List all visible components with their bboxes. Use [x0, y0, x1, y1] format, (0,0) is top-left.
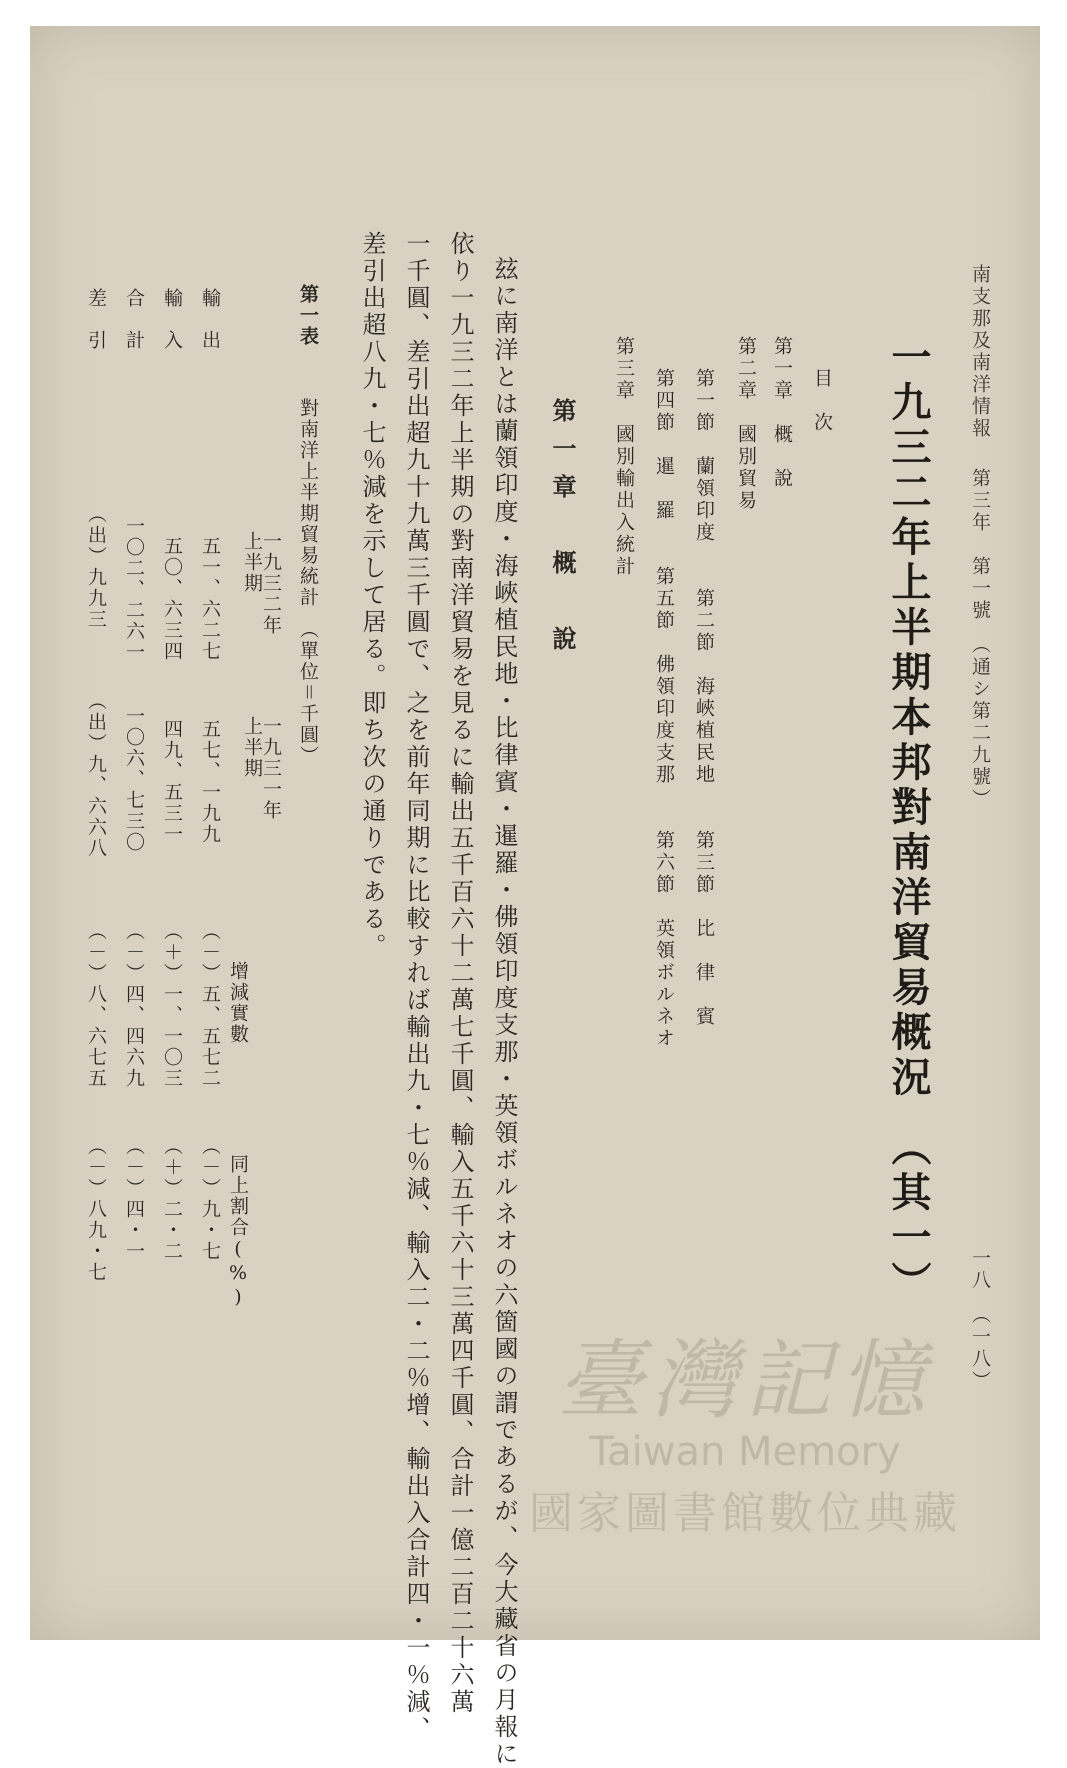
table-cell: （－）四・一	[123, 1136, 145, 1262]
watermark	[485, 1311, 1005, 1541]
column-header: 增減實數	[227, 961, 249, 1045]
table-cell: 五一、六二七	[199, 536, 221, 662]
column-header: 一九三二年上半期	[241, 531, 282, 636]
table-label: 第一表	[297, 284, 319, 347]
toc-line: 第四節 暹 羅 第五節 佛領印度支那 第六節 英領ボルネオ	[653, 368, 675, 1050]
table-cell: （出）九九三	[85, 504, 107, 630]
table-cell: （－）八、六七五	[85, 921, 107, 1089]
toc-line: 第一節 蘭領印度 第二節 海峽植民地 第三節 比 律 賓	[693, 368, 715, 1028]
toc-line: 第二章 國別貿易	[735, 336, 757, 512]
watermark-script: 臺灣記憶	[557, 1331, 933, 1431]
document-page	[30, 26, 1040, 1768]
table-caption: 對南洋上半期貿易統計 （單位＝千圓）	[297, 398, 319, 767]
table-cell: （－）五、五七二	[199, 921, 221, 1089]
table-cell: 四九、五三一	[161, 719, 183, 845]
table-cell: 一〇六、七三〇	[123, 706, 145, 853]
body-paragraph-line: 一千圓、差引出超九十九萬三千圓で、之を前年同期に比較すれば輸出九・七％減、輸入二・二％增、輸出入合計四・一％減、	[402, 231, 430, 1743]
toc-heading: 目 次	[811, 368, 833, 434]
table-cell: （－）八九・七	[85, 1136, 107, 1283]
row-label: 差 引	[85, 288, 107, 351]
toc-line: 第一章 概 說	[771, 336, 793, 490]
row-label: 輸 出	[199, 288, 221, 351]
table-cell: （出）九、六六八	[85, 691, 107, 859]
table-cell: （－）九・七	[199, 1136, 221, 1262]
column-header: 一九三一年上半期	[241, 716, 282, 821]
table-cell: （＋）二・二	[161, 1136, 183, 1262]
row-label: 輸 入	[161, 288, 183, 351]
body-paragraph-line: 玆に南洋とは蘭領印度・海峽植民地・比律賓・暹羅・佛領印度支那・英領ボルネオの六箇國の謂であるが、今大藏省の月報に	[490, 256, 518, 1768]
issue-info: 第三年 第一號 （通シ第二九號）	[969, 468, 991, 811]
body-paragraph-line: 依り一九三二年上半期の對南洋貿易を見るに輸出五千百六十二萬七千圓、輸入五千六十三萬四千圓、合計一億二百二十六萬	[446, 231, 474, 1716]
table-cell: 五〇、六三四	[161, 536, 183, 662]
column-header: 同上割合(%)	[227, 1154, 249, 1310]
table-cell: 一〇二、二六一	[123, 516, 145, 663]
article-title: 一九三二年上半期本邦對南洋貿易概況 （其一）	[885, 336, 932, 1306]
table-cell: 五七、一九九	[199, 719, 221, 845]
toc-line: 第三章 國別輸出入統計	[613, 336, 635, 578]
chapter-heading: 第一章 概 說	[548, 398, 577, 664]
watermark-org: 國家圖書館數位典藏	[529, 1488, 961, 1539]
journal-title: 南支那及南洋情報	[969, 264, 991, 440]
table-cell: （－）四、四六九	[123, 921, 145, 1089]
body-paragraph-line: 差引出超八九・七％減を示して居る。即ち次の通りである。	[358, 231, 386, 960]
page-number: 一八 （一八）	[969, 1248, 991, 1393]
watermark-english: Taiwan Memory	[589, 1429, 901, 1475]
table-cell: （＋）一、一〇三	[161, 921, 183, 1089]
row-label: 合 計	[123, 288, 145, 351]
